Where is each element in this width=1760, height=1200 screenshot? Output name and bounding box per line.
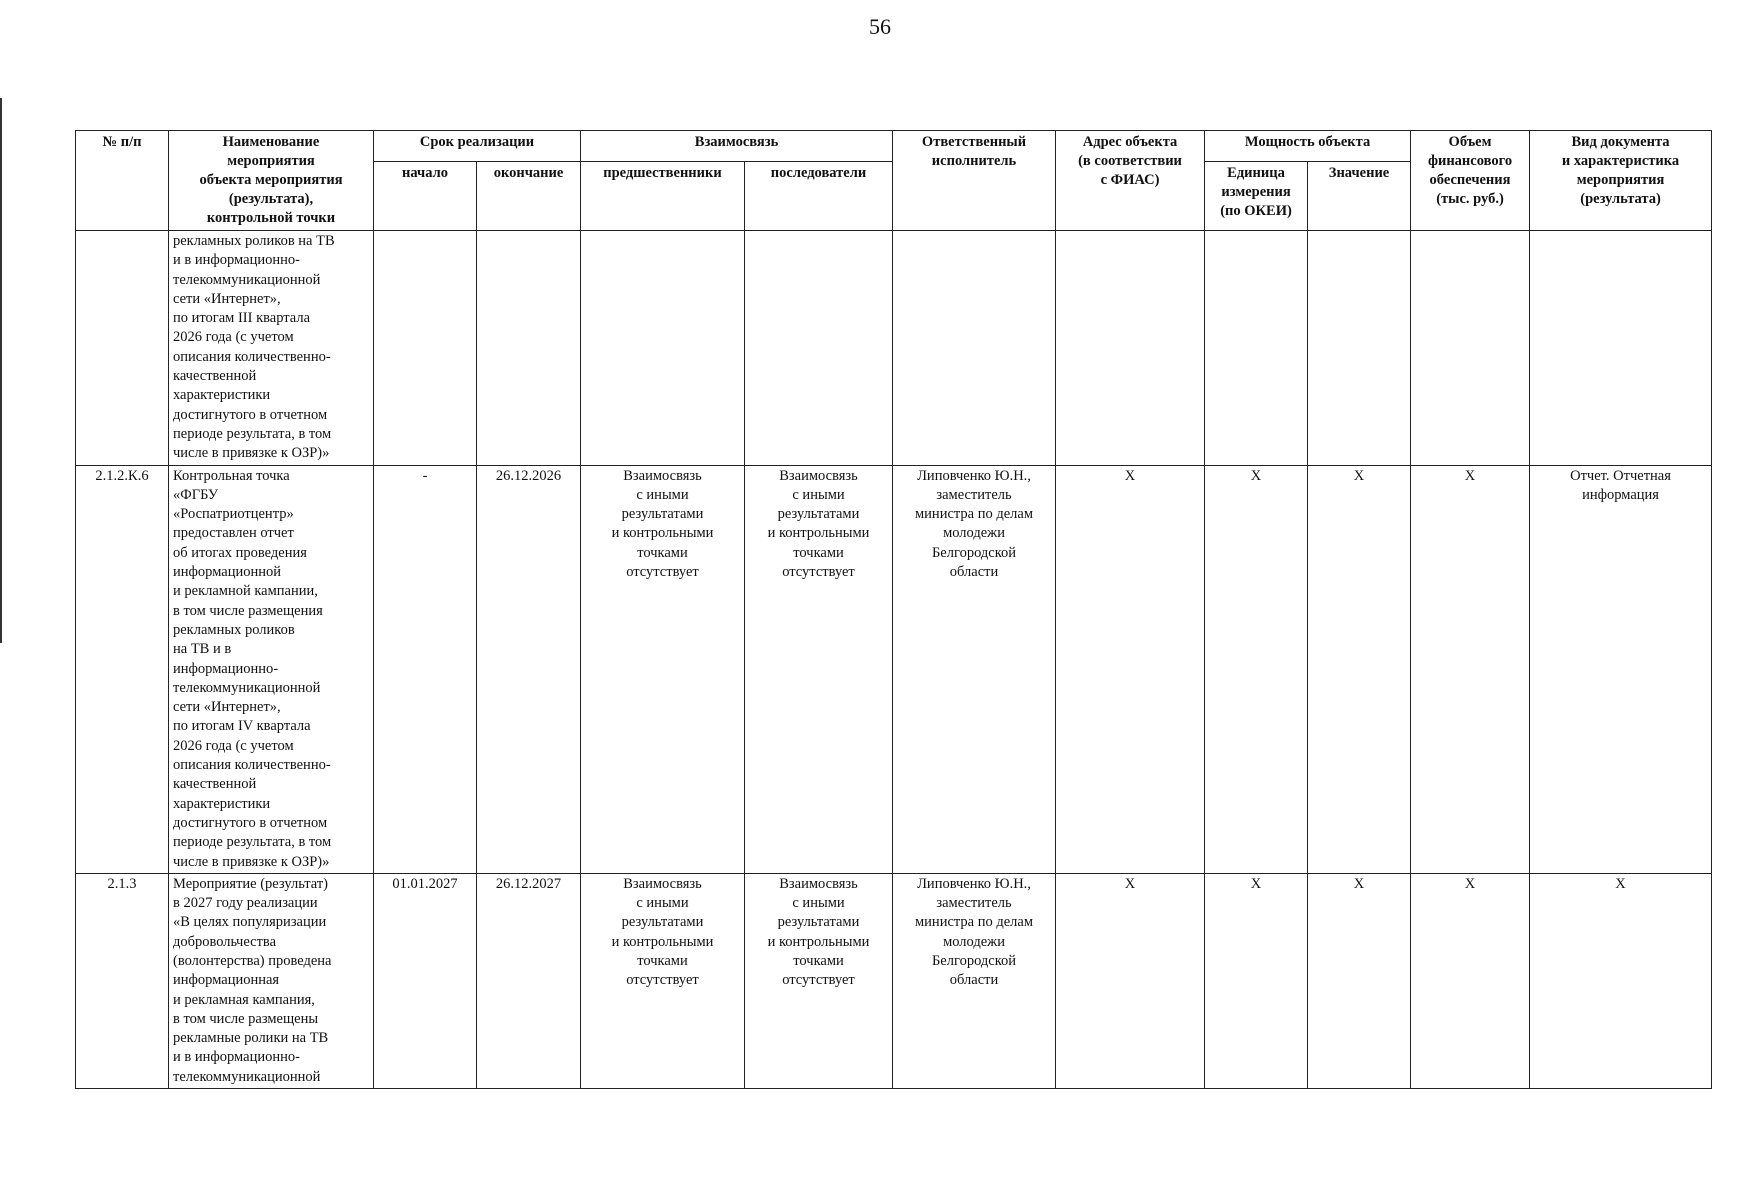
header-term-start: начало bbox=[374, 162, 477, 231]
cell-num: 2.1.2.К.6 bbox=[76, 465, 169, 873]
cell-responsible bbox=[893, 231, 1056, 466]
cell-next bbox=[745, 231, 893, 466]
cell-value bbox=[1308, 231, 1411, 466]
header-cap-unit: Единица измерения (по ОКЕИ) bbox=[1205, 162, 1308, 231]
table-row bbox=[76, 465, 1712, 873]
cell-end bbox=[477, 231, 581, 466]
cell-value: Х bbox=[1308, 465, 1411, 873]
cell-address: Х bbox=[1056, 465, 1205, 873]
cell-unit: Х bbox=[1205, 465, 1308, 873]
header-responsible: Ответственный исполнитель bbox=[893, 131, 1056, 231]
table-row bbox=[76, 231, 1712, 466]
cell-responsible: Липовченко Ю.Н., заместитель министра по делам молодежи Белгородской области bbox=[893, 873, 1056, 1088]
margin-line bbox=[0, 98, 2, 643]
cell-value: Х bbox=[1308, 873, 1411, 1088]
header-term-end: окончание bbox=[477, 162, 581, 231]
cell-end: 26.12.2027 bbox=[477, 873, 581, 1088]
table-row bbox=[76, 873, 1712, 1088]
cell-address bbox=[1056, 231, 1205, 466]
cell-unit bbox=[1205, 231, 1308, 466]
cell-num bbox=[76, 231, 169, 466]
header-doc-type: Вид документа и характеристика мероприятия (результата) bbox=[1530, 131, 1712, 231]
cell-finance: Х bbox=[1411, 465, 1530, 873]
cell-doc: Отчет. Отчетная информация bbox=[1530, 465, 1712, 873]
header-link-prev: предшественники bbox=[581, 162, 745, 231]
cell-finance: Х bbox=[1411, 873, 1530, 1088]
cell-name: рекламных роликов на ТВ и в информационно- телекоммуникационной сети «Интернет», по итогам III квартала 2026 года (с учетом описания количественно- качественной характеристики достигнутого в отчетном периоде результата, в том числе в привязке к ОЗР)» bbox=[169, 231, 374, 466]
cell-num: 2.1.3 bbox=[76, 873, 169, 1088]
cell-address: Х bbox=[1056, 873, 1205, 1088]
cell-end: 26.12.2026 bbox=[477, 465, 581, 873]
cell-name: Контрольная точка «ФГБУ «Роспатриотцентр» предоставлен отчет об итогах проведения информационной и рекламной кампании, в том числе размещения рекламных роликов на ТВ и в информационно- телекоммуникационной сети «Интернет», по итогам IV квартала 2026 года (с учетом описания количественно- качественной характеристики достигнутого в отчетном периоде результата, в том числе в привязке к ОЗР)» bbox=[169, 465, 374, 873]
cell-prev bbox=[581, 231, 745, 466]
header-finance: Объем финансового обеспечения (тыс. руб.) bbox=[1411, 131, 1530, 231]
plan-table bbox=[75, 130, 1712, 1089]
cell-prev: Взаимосвязь с иными результатами и контрольными точками отсутствует bbox=[581, 873, 745, 1088]
header-link: Взаимосвязь bbox=[581, 131, 893, 162]
header-name: Наименование мероприятия объекта мероприятия (результата), контрольной точки bbox=[169, 131, 374, 231]
table-header bbox=[76, 131, 1712, 231]
header-link-next: последователи bbox=[745, 162, 893, 231]
cell-doc bbox=[1530, 231, 1712, 466]
cell-start: - bbox=[374, 465, 477, 873]
header-capacity: Мощность объекта bbox=[1205, 131, 1411, 162]
cell-next: Взаимосвязь с иными результатами и контрольными точками отсутствует bbox=[745, 873, 893, 1088]
cell-responsible: Липовченко Ю.Н., заместитель министра по делам молодежи Белгородской области bbox=[893, 465, 1056, 873]
header-term: Срок реализации bbox=[374, 131, 581, 162]
header-num: № п/п bbox=[76, 131, 169, 231]
header-address: Адрес объекта (в соответствии с ФИАС) bbox=[1056, 131, 1205, 231]
header-cap-value: Значение bbox=[1308, 162, 1411, 231]
page-number: 56 bbox=[869, 14, 891, 39]
cell-doc: Х bbox=[1530, 873, 1712, 1088]
cell-start: 01.01.2027 bbox=[374, 873, 477, 1088]
cell-next: Взаимосвязь с иными результатами и контрольными точками отсутствует bbox=[745, 465, 893, 873]
cell-prev: Взаимосвязь с иными результатами и контрольными точками отсутствует bbox=[581, 465, 745, 873]
cell-start bbox=[374, 231, 477, 466]
cell-name: Мероприятие (результат) в 2027 году реализации «В целях популяризации добровольчества (волонтерства) проведена информационная и рекламная кампания, в том числе размещены рекламные ролики на ТВ и в информационно- телекоммуникационной bbox=[169, 873, 374, 1088]
cell-unit: Х bbox=[1205, 873, 1308, 1088]
cell-finance bbox=[1411, 231, 1530, 466]
